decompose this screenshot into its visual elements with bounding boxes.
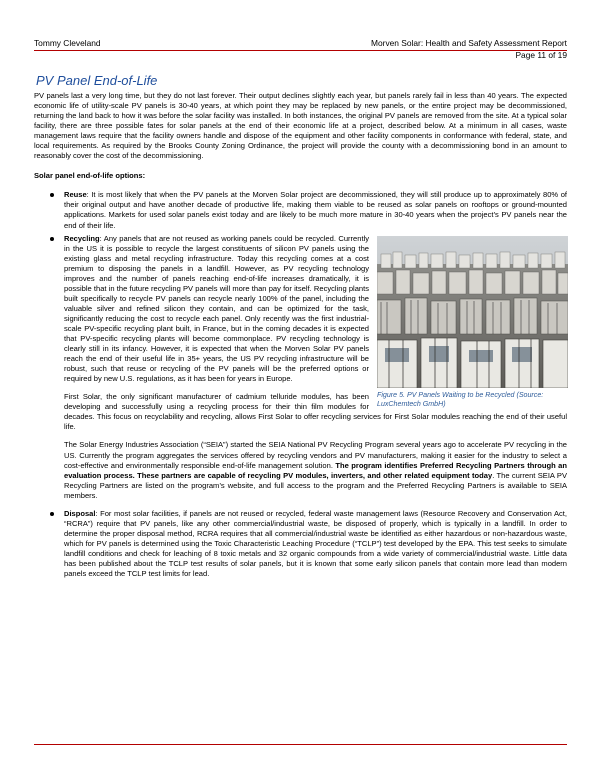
section-title: PV Panel End-of-Life [36, 73, 158, 88]
disposal-text: : For most solar facilities, if panels are not reused or recycled, federal waste management laws (Resource Recovery and Conservation Act, “RCRA”) require that PV panels, like any other commercial/industrial waste, be disposed of properly, which is typically in a landfill. In order to determine the proper disposal method, RCRA requires that all commercial/industrial waste be identified as either hazardous or non-hazardous waste, which for PV panels is determined using the Toxic Characteristic Leaching Procedure (“TCLP”) test developed by the EPA. This test seeks to simulate landfill conditions and check for leaching of 8 toxic metals and 32 organic compounds from a wide variety of commercial/industrial waste. Little data has been published about the TCLP test results of solar panels, but it is known that some early silicon panels that contain more lead than modern panels exceed the TCLP test limits for lead. [64, 508, 567, 579]
header-author: Tommy Cleveland [34, 38, 101, 48]
recycling-term: Recycling [64, 233, 100, 243]
options-list [34, 190, 567, 579]
seia-paragraph: The Solar Energy Industries Association (“SEIA”) started the SEIA National PV Recycling Program several years ago to accelerate PV recycling in the US. Currently the program aggregates the services offered by recycling vendors and PV manufacturers, making it easier for the industry to select a cost-effective and environmentally responsible end-of-life management solution. The program identifies Preferred Recycling Partners through an evaluation process. These partners are capable of recycling PV modules, inverters, and other related equipment today. The current SEIA PV Recycling Partners are listed on the program’s website, and full access to the program and the Preferred Recycling Partners is available to SEIA members. [64, 440, 567, 500]
list-item-recycling [64, 234, 567, 501]
intro-paragraph: PV panels last a very long time, but they do not last forever. Their output declines slightly each year, but panels rarely fail in less than 40 years. The expected economic life of utility-scale PV panels is 30-40 years, at which point they may be replaced by new panels, or the entire project may be decommissioned, returning the land back to how it was before the solar facility was installed. In both instances, the original PV panels are removed from the site. At a typical solar facility, there are three possible fates for solar panels at the end of their economic life at a project, described below. At a minimum in all cases, waste management laws require that the facility owners handle and dispose of the equipment and other facility components in conformance with federal, state, and local requirements. As required by the Brooks County Zoning Ordinance, the project will provide the county with a decommissioning bond in an amount to reasonably cover the cost of the decommissioning. [34, 91, 567, 161]
recycling-text: : Any panels that are not reused as working panels could be recycled. Currently in the US it is possible to recycle the largest constituents of silicon PV panels using the existing glass and metal recycling infrastructure. Today this recycling comes at a cost premium to disposing the panels in a landfill. However, as PV recycling technology improves and the number of panels reaching end-of-life increases dramatically, it is possible that in the future recycling PV panels will more than pay for itself. Recycling plants built specifically to recycle PV panels can recycle nearly 100% of the panel, including the valuable silver and refined silicon they contain, and can be optimized for the task, significantly reducing the cost to recycle each panel. Only recently was the first industrial-scale PV-specific recycling plant built, in France, but in the coming decades it is expected that PV-specific recycling plants will become commonplace. PV recycling technology is clearly still in its infancy. However, it is expected that when the Morven Solar PV panels reach the end of their useful life in 35+ years, the US PV recycling infrastructure will be robust, such that reuse or recycling of the PV panels will be the preferred options or required by new U.S. regulations, as it has been for years in Europe. [64, 233, 369, 384]
figure-caption: Figure 5. PV Panels Waiting to be Recycled (Source: LuxChemtech GmbH) [377, 390, 544, 408]
bullet-icon [50, 193, 54, 197]
footer-divider [34, 744, 567, 745]
options-heading: Solar panel end-of-life options: [34, 171, 146, 181]
figure-recycling [377, 236, 568, 409]
header-report-title: Morven Solar: Health and Safety Assessment Report [371, 38, 567, 48]
list-item-disposal [64, 509, 567, 579]
bullet-icon [50, 237, 54, 241]
disposal-term: Disposal [64, 508, 96, 518]
reuse-term: Reuse [64, 190, 87, 200]
seia-bold-statement: The program identifies Preferred Recycling Partners through an evaluation process. These partners are capable of recycling PV modules, inverters, and other related equipment today [64, 460, 567, 480]
header-divider [34, 50, 567, 51]
recycling-photo [377, 236, 568, 388]
list-item-reuse [64, 190, 567, 230]
page-body [34, 74, 567, 579]
bullet-icon [50, 512, 54, 516]
page-header [34, 38, 567, 60]
reuse-text: : It is most likely that when the PV panels at the Morven Solar project are decommissioned, they will still produce up to approximately 80% of their original output and have another decade of productive life, making them viable to be reused as solar panels on rooftops or ground-mounted applications. Markets for used solar panels exist today and are likely to be much more mature in 30-40 years when the project’s PV panels near the end of their life. [64, 190, 567, 230]
first-solar-paragraph: First Solar, the only significant manufacturer of cadmium telluride modules, has been developing and successfully using a recycling process for their thin film modules for decades. This focus on recyclability and recycling, allows First Solar to offer recycling services for First Solar modules reaching the end of their useful life. [64, 392, 567, 432]
page-number: Page 11 of 19 [515, 50, 567, 60]
